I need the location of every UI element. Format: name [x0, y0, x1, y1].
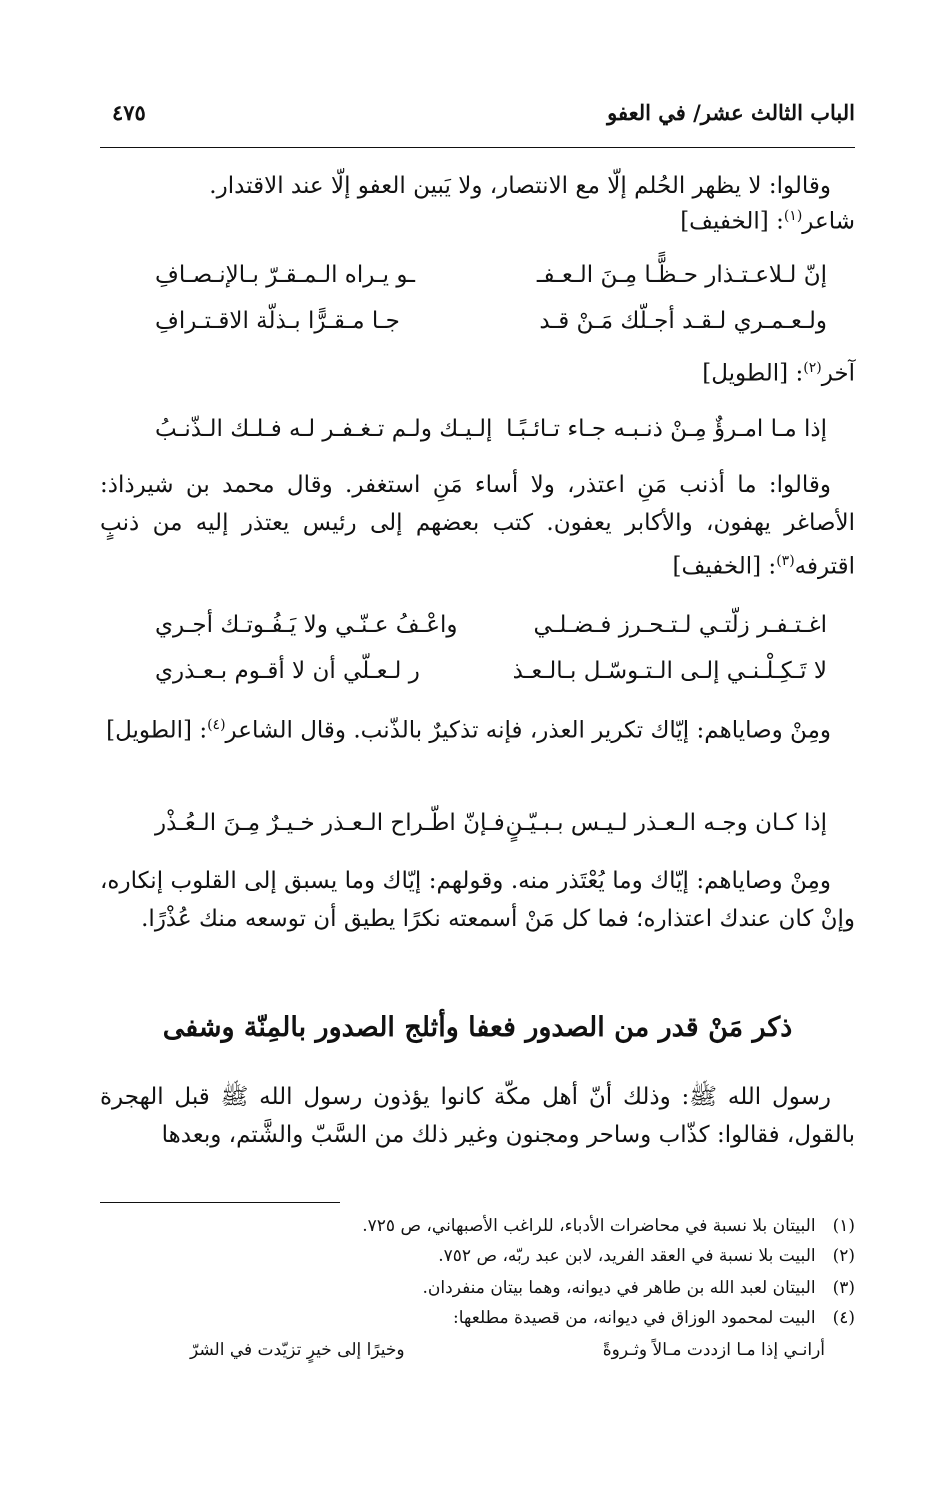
- footnote-number: (٣): [832, 1278, 855, 1298]
- footnote-text: البيت لمحمود الوزاق في ديوانه، من قصيدة مطلعها:: [453, 1308, 816, 1328]
- paragraph-3: [100, 706, 855, 750]
- verse-hemistich-first: إذا كـان وجـه الـعـذر لـيـس بـبـيّـنٍ: [505, 810, 827, 836]
- verse-line: [155, 410, 827, 450]
- verse-hemistich-second: فـإنّ اطّـراح الـعـذر خـيـرٌ مِـنَ الـعُـذْر: [155, 810, 505, 836]
- meter-label: : [الخفيف]: [672, 553, 777, 580]
- verse-hemistich-second: ر لـعـلّي أن لا أقـوم بـعـذري: [155, 658, 420, 684]
- paragraph-4: [100, 862, 855, 938]
- verse-hemistich-first: إذا مـا امـرؤٌ مِـنْ ذنـبـه جـاء تـائـبًـا: [506, 416, 827, 442]
- footnote-ref-1[interactable]: (١): [783, 208, 803, 224]
- header-divider: [100, 147, 855, 148]
- paragraph-2: [100, 466, 855, 586]
- footnote-number: (١): [832, 1216, 855, 1236]
- paragraph-1: [100, 167, 855, 205]
- verse-hemistich-second: جـا مـقـرًّا بـذلّة الاقـتـرافِ: [155, 308, 400, 334]
- meter-label: : [الخفيف]: [680, 208, 784, 235]
- verse-hemistich-first: ولـعـمـري لـقـد أجـلّك مَـنْ قـد: [539, 308, 827, 334]
- book-page: [100, 0, 855, 1485]
- verse-line: [155, 804, 827, 844]
- verse-hemistich-second: واعْـفُ عـنّـي ولا يَـفُـوتـك أجـري: [155, 612, 458, 638]
- footnote-ref-3[interactable]: (٣): [776, 553, 795, 569]
- footnote: [100, 1216, 855, 1236]
- footnote-number: (٢): [832, 1246, 855, 1266]
- verse-intro-2: [702, 360, 855, 387]
- paragraph-3-text: ومِنْ وصاياهم: إيّاك تكرير العذر، فإنه تذكيرٌ بالذّنب. وقال الشاعر: [225, 717, 831, 744]
- verse-line: [155, 302, 827, 342]
- footnote: [100, 1278, 855, 1298]
- poet-label: شاعر: [802, 208, 855, 235]
- footnote-verse: [190, 1340, 825, 1368]
- paragraph-2-text: وقالوا: ما أذنب مَنِ اعتذر، ولا أساء مَنِ استغفر. وقال محمد بن شيرذاذ: الأصاغر يهفون، والأكابر يعفون. كتب بعضهم إلى رئيس يعتذر إليه من ذنبٍ اقترفه: [100, 472, 855, 580]
- verse-hemistich-second: إلـيـك ولـم تـغـفـر لـه فـلـك الـذّنـبُ: [155, 416, 493, 442]
- verse-hemistich-first: لا تَـكِـلْـنـي إلـى الـتـوسّـل بـالـعـذ: [512, 658, 827, 684]
- paragraph-5: [100, 1078, 855, 1154]
- footnote-text: البيت بلا نسبة في العقد الفريد، لابن عبد ربّه، ص ٧٥٢.: [438, 1246, 816, 1266]
- footnote: [100, 1308, 855, 1328]
- footnote: [100, 1246, 855, 1266]
- footnote-divider: [100, 1202, 340, 1203]
- section-heading: ذكر مَنْ قدر من الصدور فعفا وأثلج الصدور بالمِنّة وشفى: [162, 1012, 793, 1043]
- footnote-ref-4[interactable]: (٤): [207, 717, 226, 733]
- paragraph-5-text: رسول الله ﷺ: وذلك أنّ أهل مكّة كانوا يؤذون رسول الله ﷺ قبل الهجرة بالقول، فقالوا: كذّاب وساحر ومجنون وغير ذلك من السَّبّ والشَّتم، وبعدها: [100, 1084, 855, 1148]
- running-header: [100, 92, 855, 132]
- poet-label: آخر: [821, 360, 855, 387]
- verse-intro-1: [680, 208, 855, 235]
- footnote-number: (٤): [832, 1308, 855, 1328]
- verse-line: [155, 256, 827, 296]
- verse-line: [155, 652, 827, 692]
- verse-hemistich-second: وخيرًا إلى خيرٍ تزيّدت في الشرّ: [190, 1340, 405, 1360]
- verse-hemistich-first: اغـتـفـر زلّتـي لـتـحـرز فـضـلـي: [533, 612, 827, 638]
- verse-hemistich-first: إنّ لـلاعـتـذار حـظًّـا مِـنَ الـعـفـ: [536, 262, 827, 288]
- meter-label: : [الطويل]: [702, 360, 804, 387]
- paragraph-1-text: وقالوا: لا يظهر الحُلم إلّا مع الانتصار، ولا يَبين العفو إلّا عند الاقتدار.: [209, 173, 831, 199]
- verse-hemistich-second: ـو يـراه الـمـقـرّ بـالإنـصـافِ: [155, 262, 415, 288]
- colon: :: [199, 717, 208, 744]
- meter-label: [الطويل]: [106, 717, 193, 744]
- footnote-text: البيتان لعبد الله بن طاهر في ديوانه، وهما بيتان منفردان.: [422, 1278, 816, 1298]
- verse-line: [155, 606, 827, 646]
- chapter-title: الباب الثالث عشر/ في العفو: [607, 100, 855, 125]
- verse-hemistich-first: أرانـي إذا مـا ازددت مـالاً وثـروةً: [602, 1340, 825, 1360]
- page-number: ٤٧٥: [112, 100, 146, 125]
- footnote-ref-2[interactable]: (٢): [803, 360, 822, 376]
- footnote-text: البيتان بلا نسبة في محاضرات الأدباء، للراغب الأصبهاني، ص ٧٢٥.: [362, 1216, 816, 1236]
- paragraph-4-text: ومِنْ وصاياهم: إيّاك وما يُعْتَذر منه. وقولهم: إيّاك وما يسبق إلى القلوب إنكاره، وإنْ كان عندك اعتذاره؛ فما كل مَنْ أسمعته نكرًا يطيق أن توسعه منك عُذْرًا.: [100, 868, 855, 932]
